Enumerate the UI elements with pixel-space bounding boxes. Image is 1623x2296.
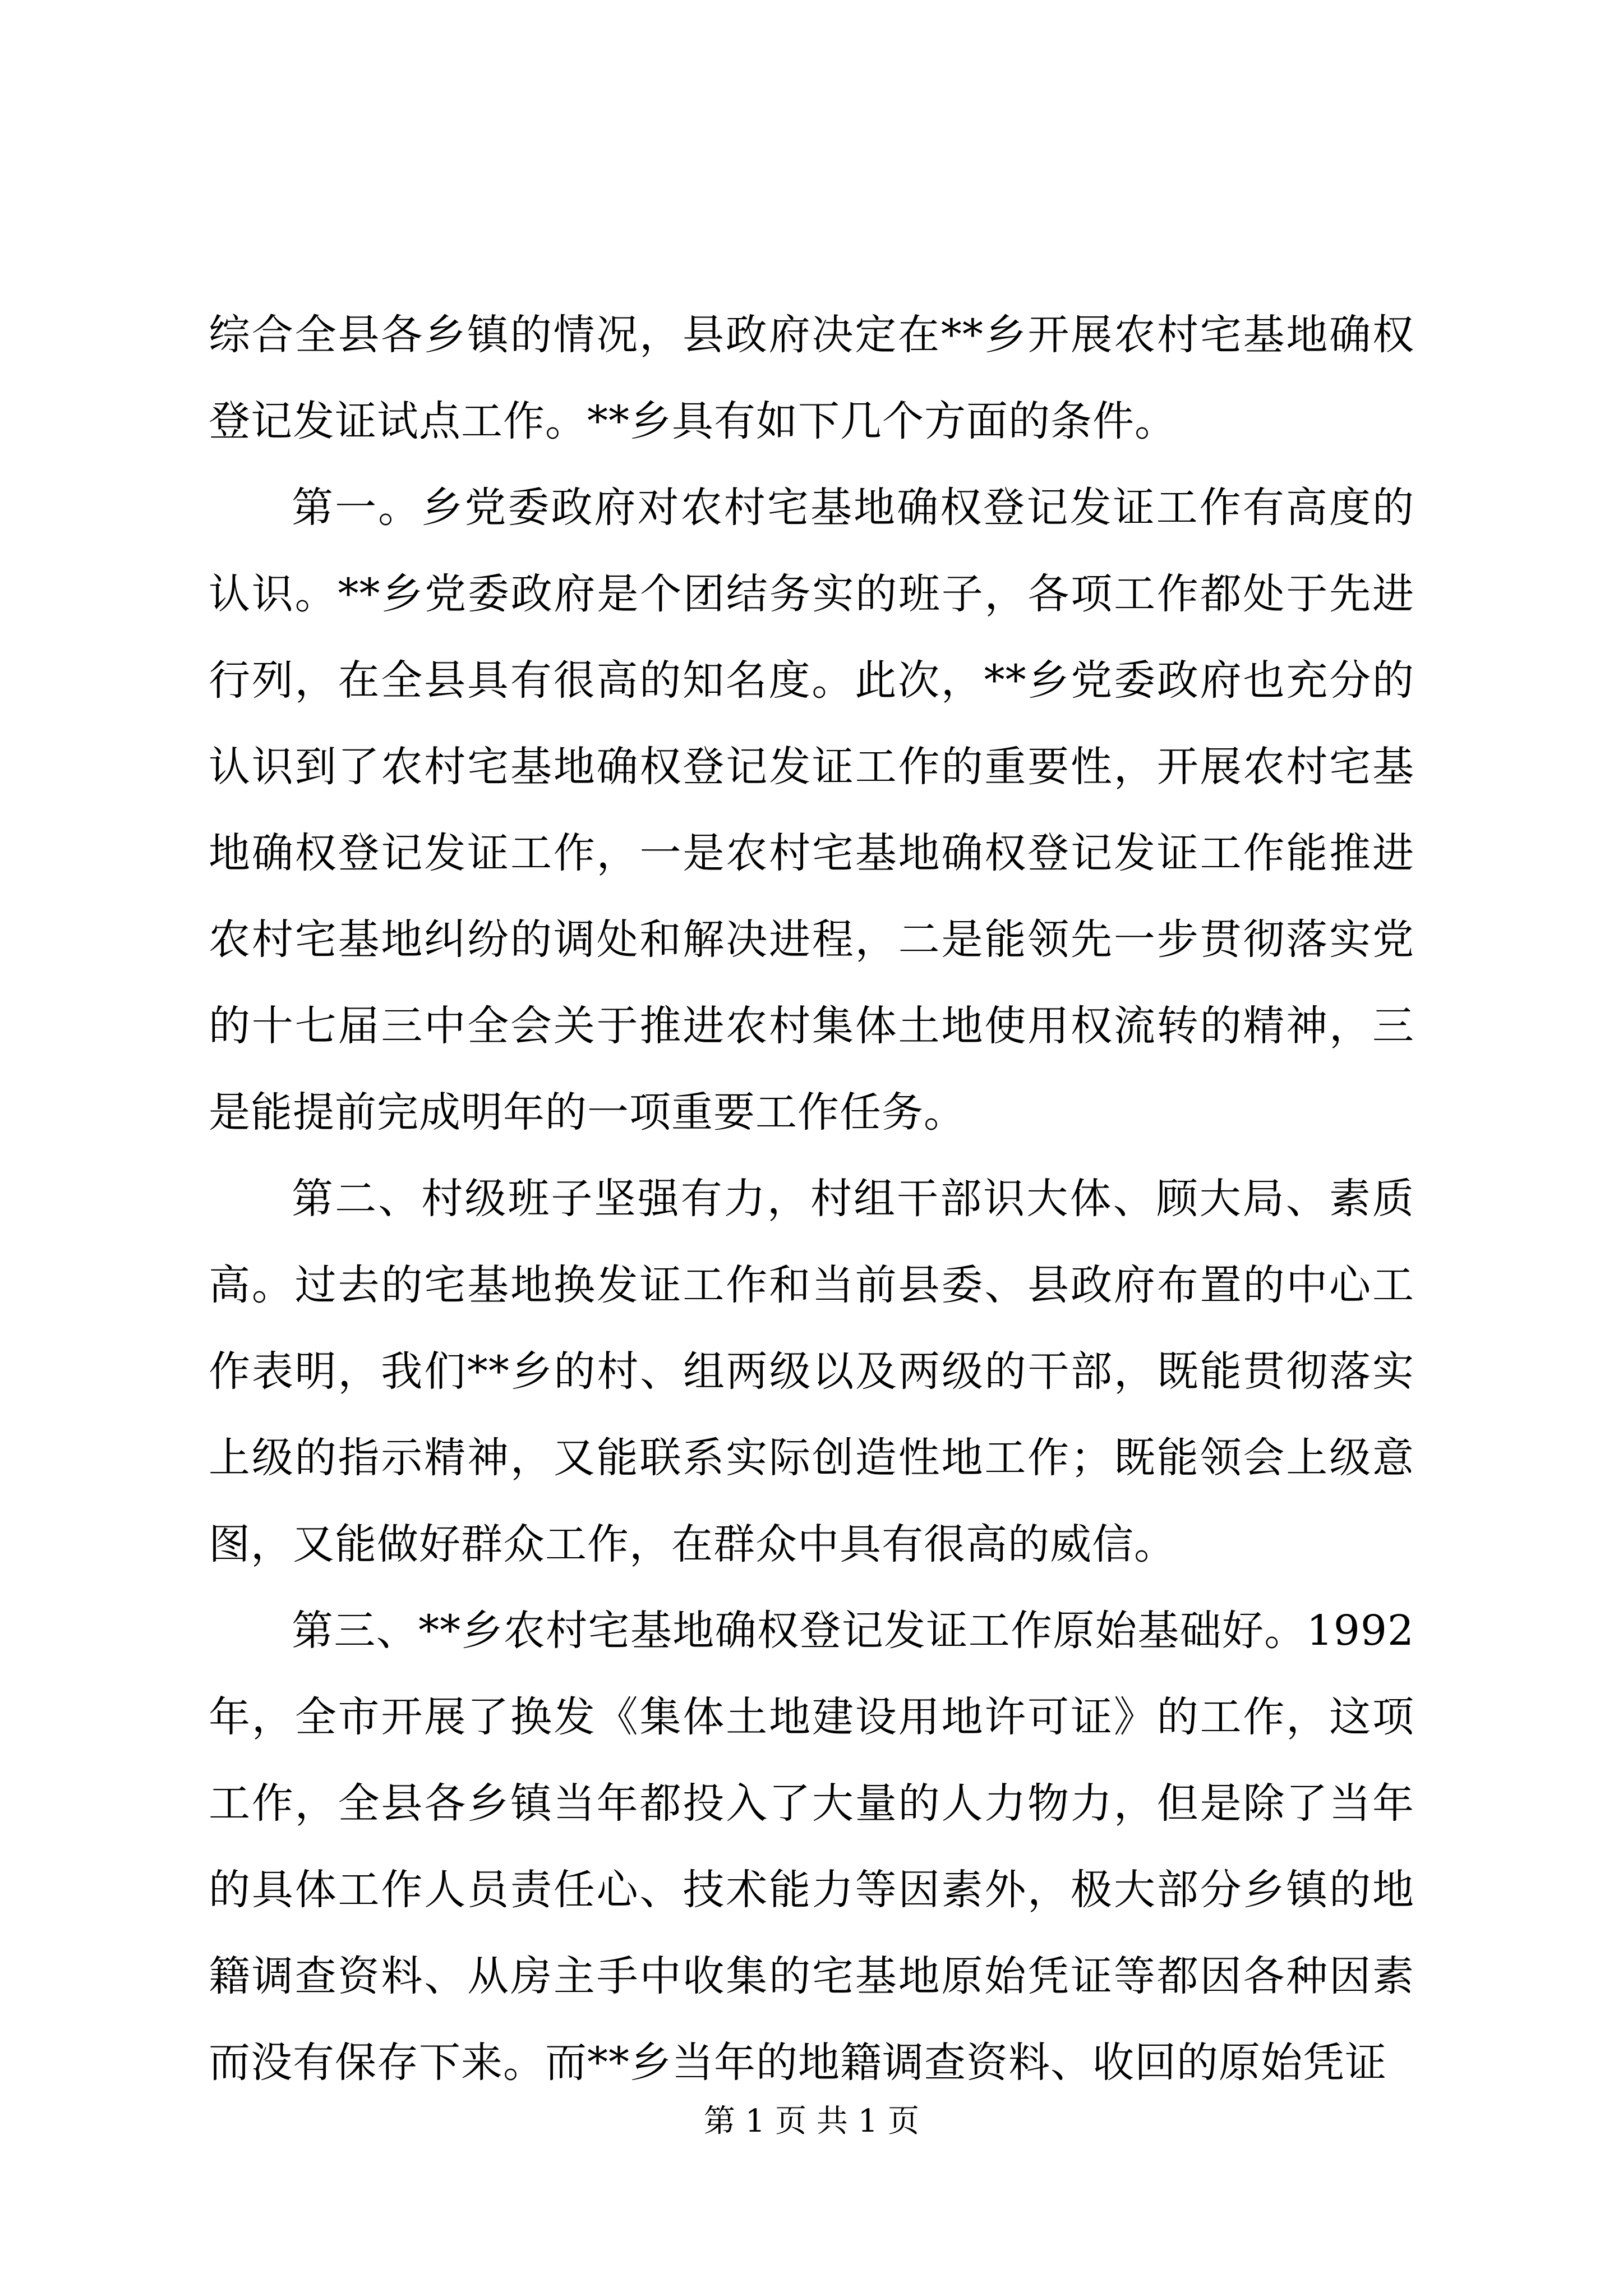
page-footer: 第 1 页 共 1 页	[703, 2103, 920, 2139]
paragraph-third-condition: 第三、**乡农村宅基地确权登记发证工作原始基础好。1992年，全市开展了换发《集体土地建设用地许可证》的工作，这项工作，全县各乡镇当年都投入了大量的人力物力，但是除了当年的具体工作人员责任心、技术能力等因素外，极大部分乡镇的地籍调查资料、从房主手中收集的宅基地原始凭证等都因各种因素而没有保存下来。而**乡当年的地籍调查资料、收回的原始凭证	[209, 1607, 1414, 2087]
document-body	[209, 292, 1414, 2106]
paragraph-first-condition: 第一。乡党委政府对农村宅基地确权登记发证工作有高度的认识。**乡党委政府是个团结务实的班子，各项工作都处于先进行列，在全县具有很高的知名度。此次，**乡党委政府也充分的认识到了农村宅基地确权登记发证工作的重要性，开展农村宅基地确权登记发证工作，一是农村宅基地确权登记发证工作能推进农村宅基地纠纷的调处和解决进程，二是能领先一步贯彻落实党的十七届三中全会关于推进农村集体土地使用权流转的精神，三是能提前完成明年的一项重要工作任务。	[209, 484, 1414, 1137]
paragraph-intro: 综合全县各乡镇的情况，县政府决定在**乡开展农村宅基地确权登记发证试点工作。**乡具有如下几个方面的条件。	[209, 311, 1414, 445]
paragraph-second-condition: 第二、村级班子坚强有力，村组干部识大体、顾大局、素质高。过去的宅基地换发证工作和当前县委、县政府布置的中心工作表明，我们**乡的村、组两级以及两级的干部，既能贯彻落实上级的指示精神，又能联系实际创造性地工作；既能领会上级意图，又能做好群众工作，在群众中具有很高的威信。	[209, 1175, 1414, 1568]
